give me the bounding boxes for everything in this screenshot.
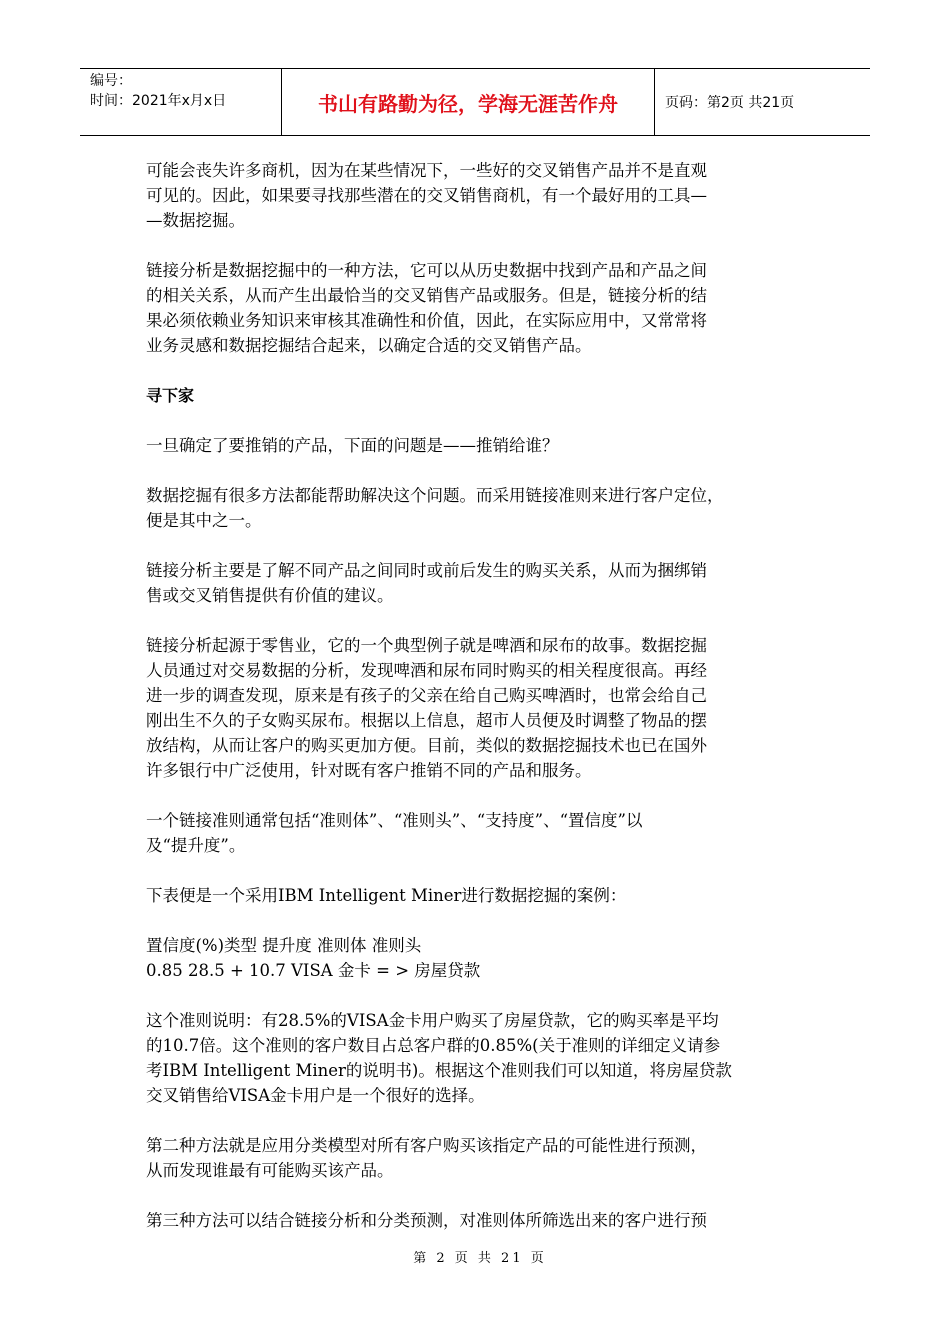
header-serial-number: 编号： — [90, 73, 132, 89]
text-line: 可见的。因此，如果要寻找那些潜在的交叉销售商机，有一个最好用的工具— — [146, 186, 707, 205]
header-meta — [80, 69, 282, 135]
text-line: 链接分析主要是了解不同产品之间同时或前后发生的购买关系，从而为捆绑销 — [146, 561, 707, 580]
paragraph — [146, 258, 818, 358]
text-line: —数据挖掘。 — [146, 211, 245, 230]
text-line: 果必须依赖业务知识来审核其准确性和价值，因此，在实际应用中，又常常将 — [146, 311, 707, 330]
document-body — [146, 158, 818, 1233]
text-line: 进一步的调查发现，原来是有孩子的父亲在给自己购买啤酒时，也常会给自己 — [146, 686, 707, 705]
text-line: 业务灵感和数据挖掘结合起来，以确定合适的交叉销售产品。 — [146, 336, 592, 355]
header-date: 时间：2021年x月x日 — [90, 93, 227, 109]
text-line: 刚出生不久的子女购买尿布。根据以上信息，超市人员便及时调整了物品的摆 — [146, 711, 707, 730]
paragraph — [146, 883, 818, 908]
text-line: 可能会丧失许多商机，因为在某些情况下，一些好的交叉销售产品并不是直观 — [146, 161, 707, 180]
section-heading — [146, 383, 818, 408]
text-line: 从而发现谁最有可能购买该产品。 — [146, 1161, 394, 1180]
paragraph — [146, 433, 818, 458]
text-line: 链接分析是数据挖掘中的一种方法，它可以从历史数据中找到产品和产品之间 — [146, 261, 707, 280]
text-line: 一旦确定了要推销的产品，下面的问题是——推销给谁？ — [146, 436, 559, 455]
text-line: 下表便是一个采用IBM Intelligent Miner进行数据挖掘的案例： — [146, 886, 627, 905]
rule-table-header: 置信度(%)类型 提升度 准则体 准则头 — [146, 936, 422, 955]
text-line: 的10.7倍。这个准则的客户数目占总客户群的0.85%(关于准则的详细定义请参 — [146, 1036, 721, 1055]
text-line: 售或交叉销售提供有价值的建议。 — [146, 586, 394, 605]
text-line: 交叉销售给VISA金卡用户是一个很好的选择。 — [146, 1086, 485, 1105]
rule-table — [146, 933, 818, 983]
paragraph — [146, 633, 818, 783]
paragraph — [146, 158, 818, 233]
text-line: 许多银行中广泛使用，针对既有客户推销不同的产品和服务。 — [146, 761, 592, 780]
text-line: 及“提升度”。 — [146, 836, 246, 855]
paragraph — [146, 808, 818, 858]
paragraph — [146, 483, 818, 533]
paragraph — [146, 1208, 818, 1233]
text-line: 人员通过对交易数据的分析，发现啤酒和尿布同时购买的相关程度很高。再经 — [146, 661, 707, 680]
header-page-info: 页码：第2页 共21页 — [665, 95, 795, 111]
text-line: 第二种方法就是应用分类模型对所有客户购买该指定产品的可能性进行预测， — [146, 1136, 707, 1155]
text-line: 一个链接准则通常包括“准则体”、“准则头”、“支持度”、“置信度”以 — [146, 811, 643, 830]
page-footer: 第 2 页 共 21 页 — [413, 1251, 547, 1266]
rule-table-row: 0.85 28.5 + 10.7 VISA 金卡 = > 房屋贷款 — [146, 961, 481, 980]
text-line: 考IBM Intelligent Miner的说明书)。根据这个准则我们可以知道，将房屋贷款 — [146, 1061, 732, 1080]
text-line: 第三种方法可以结合链接分析和分类预测，对准则体所筛选出来的客户进行预 — [146, 1211, 707, 1230]
text-line: 数据挖掘有很多方法都能帮助解决这个问题。而采用链接准则来进行客户定位， — [146, 486, 724, 505]
text-line: 链接分析起源于零售业，它的一个典型例子就是啤酒和尿布的故事。数据挖掘 — [146, 636, 707, 655]
heading-text: 寻下家 — [146, 386, 195, 405]
paragraph — [146, 1008, 818, 1108]
text-line: 这个准则说明：有28.5%的VISA金卡用户购买了房屋贷款，它的购买率是平均 — [146, 1011, 719, 1030]
paragraph — [146, 558, 818, 608]
page-header — [80, 68, 870, 136]
text-line: 放结构，从而让客户的购买更加方便。目前，类似的数据挖掘技术也已在国外 — [146, 736, 707, 755]
header-motto: 书山有路勤为径，学海无涯苦作舟 — [282, 69, 655, 135]
text-line: 便是其中之一。 — [146, 511, 262, 530]
paragraph — [146, 1133, 818, 1183]
text-line: 的相关关系，从而产生出最恰当的交叉销售产品或服务。但是，链接分析的结 — [146, 286, 707, 305]
